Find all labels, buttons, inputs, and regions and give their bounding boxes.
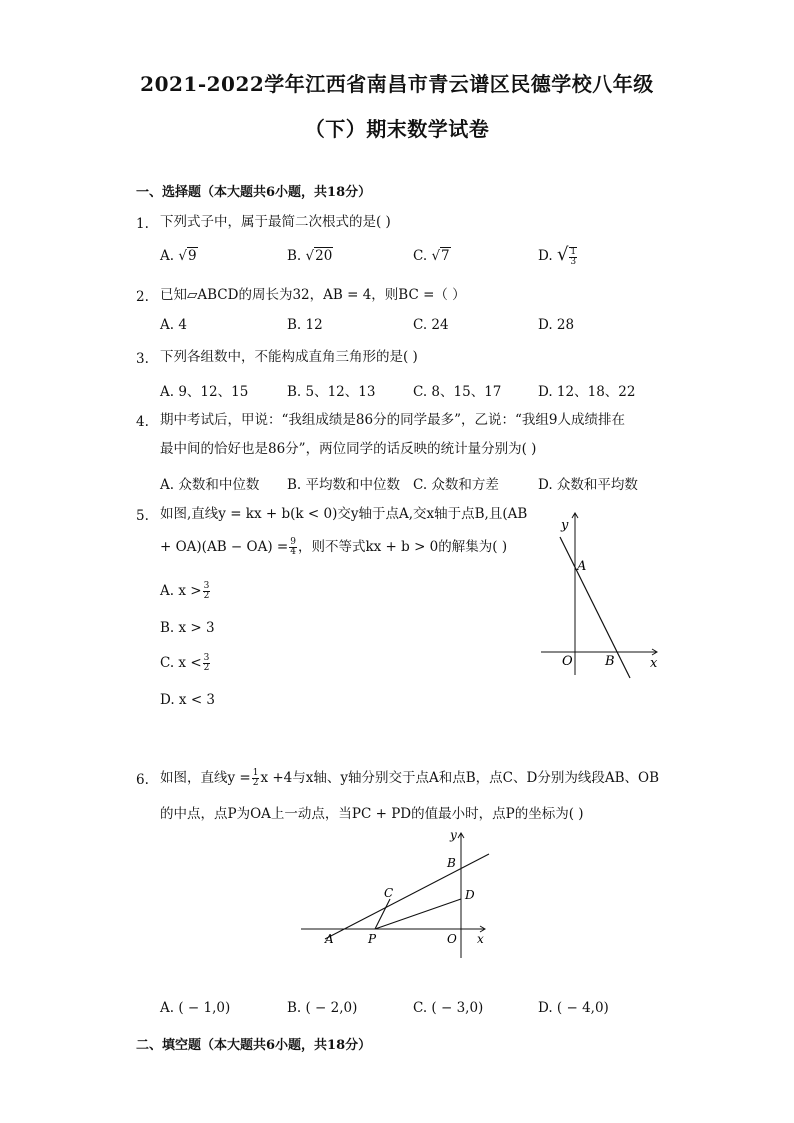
q2-option-d: D. 28: [538, 317, 575, 333]
q1-option-c-radicand: 7: [441, 248, 450, 264]
q6-number: 6.: [136, 772, 149, 788]
q4-number: 4.: [136, 414, 149, 430]
q6-option-d: D. ( − 4,0): [538, 1000, 609, 1016]
exam-title-line1: 2021-2022学年江西省南昌市青云谱区民德学校八年级: [140, 72, 654, 96]
q5-text-line2: [160, 534, 507, 560]
q5-option-a-prefix: A. x >: [160, 583, 202, 599]
q1-option-c: C. √7: [413, 248, 450, 264]
q6-frac-denominator: 2: [252, 778, 259, 788]
q1-number: 1.: [136, 216, 149, 232]
q3-option-c: C. 8、15、17: [413, 384, 502, 400]
q6-option-c: C. ( − 3,0): [413, 1000, 484, 1016]
exam-title-line2: （下）期末数学试卷: [304, 117, 490, 141]
q1-option-d: D. √ $\frac{1}{3}$: [538, 244, 577, 267]
q6-text-line2: 的中点，点P为OA上一动点，当PC + PD的值最小时，点P的坐标为( ): [160, 806, 584, 822]
q6-label-C: C: [384, 886, 394, 900]
q6-text-line1: [160, 765, 659, 791]
q1-option-a: A. √9: [160, 248, 197, 264]
q4-option-d: D. 众数和平均数: [538, 477, 638, 493]
q1-text: 下列式子中，属于最简二次根式的是( ): [160, 214, 391, 230]
q5-figure: [535, 505, 665, 685]
q6-label-D: D: [465, 888, 475, 902]
q5-option-a: [160, 582, 211, 601]
q6-label-O: O: [447, 932, 457, 946]
q1-option-d-numerator: 1: [570, 246, 577, 257]
section-heading-choice: 一、选择题（本大题共6小题，共18分）: [136, 185, 372, 200]
q3-text: 下列各组数中，不能构成直角三角形的是( ): [160, 349, 418, 365]
q4-option-b: B. 平均数和中位数: [287, 477, 401, 493]
q1-option-d-label: D.: [538, 248, 553, 264]
q3-number: 3.: [136, 351, 149, 367]
q6-text-line1-a: 如图，直线y =: [160, 770, 251, 786]
q5-option-d: D. x < 3: [160, 692, 216, 708]
q6-label-A: A: [325, 932, 334, 946]
q6-option-b: B. ( − 2,0): [287, 1000, 358, 1016]
section-heading-fill: 二、填空题（本大题共6小题，共18分）: [136, 1038, 372, 1053]
q3-option-b: B. 5、12、13: [287, 384, 376, 400]
q2-option-c: C. 24: [413, 317, 449, 333]
q6-text-line1-b: x +4与x轴、y轴分别交于点A和点B，点C、D分别为线段AB、OB: [260, 770, 659, 786]
q5-option-c: [160, 654, 211, 673]
q5-label-B: B: [605, 654, 615, 669]
q4-text-line2: 最中间的恰好也是86分”，两位同学的话反映的统计量分别为( ): [160, 441, 537, 457]
q6-label-y: y: [450, 828, 457, 842]
q5-text-line2-b: ，则不等式kx + b > 0的解集为( ): [297, 539, 508, 555]
q2-number: 2.: [136, 289, 149, 305]
q2-option-a: A. 4: [160, 317, 187, 333]
q1-option-c-label: C.: [413, 248, 428, 264]
q1-option-a-label: A.: [160, 248, 175, 264]
q5-option-c-denominator: 2: [203, 663, 210, 673]
q4-option-c: C. 众数和方差: [413, 477, 499, 493]
q3-option-d: D. 12、18、22: [538, 384, 636, 400]
q6-label-x: x: [477, 932, 484, 946]
q5-option-a-numerator: 3: [203, 581, 210, 591]
q1-option-b-radicand: 20: [315, 248, 333, 264]
q3-option-a: A. 9、12、15: [160, 384, 249, 400]
q5-text-line1: 如图,直线y = kx + b(k < 0)交y轴于点A,交x轴于点B,且(AB: [160, 506, 528, 522]
q6-option-a: A. ( − 1,0): [160, 1000, 231, 1016]
q4-text-line1: 期中考试后，甲说：“我组成绩是86分的同学最多”，乙说：“我组9人成绩排在: [160, 412, 625, 428]
q6-figure: [295, 823, 495, 963]
q6-frac-numerator: 1: [252, 768, 259, 778]
q5-number: 5.: [136, 508, 149, 524]
q5-text-line2-a: + OA)(AB − OA) =: [160, 539, 289, 555]
q6-label-P: P: [368, 932, 377, 946]
q5-option-b: B. x > 3: [160, 620, 215, 636]
q5-label-y: y: [561, 518, 569, 533]
q6-label-B: B: [447, 856, 456, 870]
q5-frac-numerator: 9: [290, 537, 296, 547]
q2-option-b: B. 12: [287, 317, 323, 333]
q5-option-c-numerator: 3: [203, 653, 210, 663]
q5-label-A: A: [577, 559, 587, 574]
q5-label-O: O: [562, 654, 573, 669]
q5-option-a-denominator: 2: [203, 591, 210, 601]
q5-frac-denominator: 4: [290, 547, 296, 557]
q4-option-a: A. 众数和中位数: [160, 477, 260, 493]
q5-label-x: x: [650, 656, 658, 671]
q1-option-b: B. √20: [287, 248, 333, 264]
q1-option-b-label: B.: [287, 248, 302, 264]
q1-option-d-denominator: 3: [570, 256, 577, 267]
q5-option-c-prefix: C. x <: [160, 655, 202, 671]
q1-option-a-radicand: 9: [187, 248, 197, 264]
q2-text: 已知▱ABCD的周长为32，AB = 4，则BC =（ ）: [160, 287, 466, 303]
